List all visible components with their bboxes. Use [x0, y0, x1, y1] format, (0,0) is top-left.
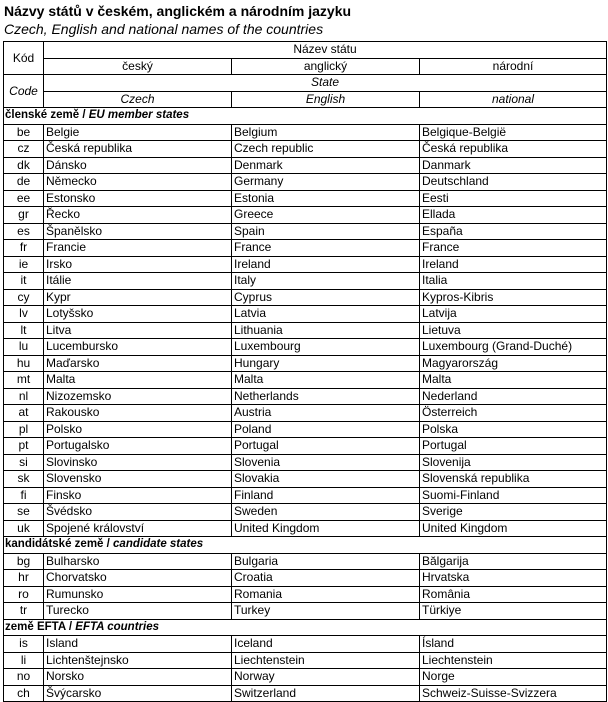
- table-row: [4, 685, 607, 702]
- name-czech: Německo: [44, 174, 232, 191]
- country-code: gr: [4, 207, 44, 224]
- table-row: [4, 504, 607, 521]
- name-national: Österreich: [420, 405, 607, 422]
- header-row-en-langs: [4, 91, 607, 108]
- name-czech: Maďarsko: [44, 355, 232, 372]
- country-code: be: [4, 124, 44, 141]
- country-code: dk: [4, 157, 44, 174]
- name-national: Slovenija: [420, 454, 607, 471]
- name-english: Liechtenstein: [232, 652, 420, 669]
- country-code: lt: [4, 322, 44, 339]
- country-code: bg: [4, 553, 44, 570]
- country-code: pl: [4, 421, 44, 438]
- name-english: Turkey: [232, 603, 420, 620]
- name-czech: Rakousko: [44, 405, 232, 422]
- name-english: United Kingdom: [232, 520, 420, 537]
- table-row: [4, 454, 607, 471]
- name-english: Czech republic: [232, 141, 420, 158]
- name-english: Bulgaria: [232, 553, 420, 570]
- header-english: English: [232, 91, 420, 108]
- table-row: [4, 289, 607, 306]
- country-code: ie: [4, 256, 44, 273]
- name-english: France: [232, 240, 420, 257]
- name-czech: Itálie: [44, 273, 232, 290]
- name-national: Liechtenstein: [420, 652, 607, 669]
- name-czech: Polsko: [44, 421, 232, 438]
- country-code: lu: [4, 339, 44, 356]
- name-czech: Island: [44, 636, 232, 653]
- table-row: [4, 207, 607, 224]
- country-code: se: [4, 504, 44, 521]
- table-row: [4, 355, 607, 372]
- name-national: France: [420, 240, 607, 257]
- header-anglicky: anglický: [232, 58, 420, 75]
- name-english: Germany: [232, 174, 420, 191]
- name-national: Ellada: [420, 207, 607, 224]
- table-row: [4, 388, 607, 405]
- table-row: [4, 190, 607, 207]
- section-header-row: [4, 108, 607, 125]
- name-national: Deutschland: [420, 174, 607, 191]
- section-label-english: EU member states: [88, 109, 190, 122]
- name-czech: Francie: [44, 240, 232, 257]
- name-national: Slovenská republika: [420, 471, 607, 488]
- name-czech: Rumunsko: [44, 586, 232, 603]
- name-english: Denmark: [232, 157, 420, 174]
- country-code: pt: [4, 438, 44, 455]
- table-row: [4, 438, 607, 455]
- name-national: Lietuva: [420, 322, 607, 339]
- section-label: [4, 619, 607, 636]
- header-code: Code: [4, 75, 44, 108]
- table-row: [4, 487, 607, 504]
- name-english: Italy: [232, 273, 420, 290]
- name-czech: Řecko: [44, 207, 232, 224]
- country-code: ro: [4, 586, 44, 603]
- name-national: Magyarország: [420, 355, 607, 372]
- name-czech: Turecko: [44, 603, 232, 620]
- table-row: [4, 636, 607, 653]
- name-english: Croatia: [232, 570, 420, 587]
- name-english: Netherlands: [232, 388, 420, 405]
- country-code: no: [4, 669, 44, 686]
- title-czech: Názvy států v českém, anglickém a národním jazyku: [4, 3, 352, 19]
- name-english: Malta: [232, 372, 420, 389]
- name-national: Belgique-België: [420, 124, 607, 141]
- name-english: Lithuania: [232, 322, 420, 339]
- name-english: Ireland: [232, 256, 420, 273]
- country-code: fi: [4, 487, 44, 504]
- country-code: es: [4, 223, 44, 240]
- name-national: Ireland: [420, 256, 607, 273]
- country-code: cy: [4, 289, 44, 306]
- name-national: Latvija: [420, 306, 607, 323]
- table-row: [4, 586, 607, 603]
- table-row: [4, 124, 607, 141]
- name-english: Romania: [232, 586, 420, 603]
- name-english: Portugal: [232, 438, 420, 455]
- table-row: [4, 603, 607, 620]
- name-czech: Norsko: [44, 669, 232, 686]
- name-english: Cyprus: [232, 289, 420, 306]
- header-national: national: [420, 91, 607, 108]
- header-czech: Czech: [44, 91, 232, 108]
- name-czech: Slovinsko: [44, 454, 232, 471]
- country-code: hr: [4, 570, 44, 587]
- name-national: Sverige: [420, 504, 607, 521]
- name-czech: Nizozemsko: [44, 388, 232, 405]
- name-czech: Malta: [44, 372, 232, 389]
- name-czech: Kypr: [44, 289, 232, 306]
- header-cesky: český: [44, 58, 232, 75]
- name-czech: Spojené království: [44, 520, 232, 537]
- table-row: [4, 273, 607, 290]
- header-row-cz-top: [4, 42, 607, 59]
- name-english: Latvia: [232, 306, 420, 323]
- header-state: State: [44, 75, 607, 92]
- name-czech: Slovensko: [44, 471, 232, 488]
- country-code: cz: [4, 141, 44, 158]
- header-nazev-statu: Název státu: [44, 42, 607, 59]
- country-code: is: [4, 636, 44, 653]
- table-row: [4, 372, 607, 389]
- name-czech: Španělsko: [44, 223, 232, 240]
- section-label-czech: země EFTA /: [5, 620, 76, 633]
- name-english: Slovakia: [232, 471, 420, 488]
- name-national: Danmark: [420, 157, 607, 174]
- name-national: España: [420, 223, 607, 240]
- country-code: hu: [4, 355, 44, 372]
- country-code: fr: [4, 240, 44, 257]
- section-label-czech: členské země /: [5, 109, 89, 122]
- name-czech: Švédsko: [44, 504, 232, 521]
- country-code: sk: [4, 471, 44, 488]
- name-national: Kypros-Kibris: [420, 289, 607, 306]
- name-english: Austria: [232, 405, 420, 422]
- name-czech: Belgie: [44, 124, 232, 141]
- country-code: tr: [4, 603, 44, 620]
- name-czech: Litva: [44, 322, 232, 339]
- table-row: [4, 339, 607, 356]
- name-czech: Lotyšsko: [44, 306, 232, 323]
- country-names-table: [3, 41, 607, 702]
- table-row: [4, 306, 607, 323]
- section-label: [4, 537, 607, 554]
- name-national: Türkiye: [420, 603, 607, 620]
- name-national: Portugal: [420, 438, 607, 455]
- name-czech: Švýcarsko: [44, 685, 232, 702]
- name-english: Sweden: [232, 504, 420, 521]
- table-row: [4, 652, 607, 669]
- name-english: Norway: [232, 669, 420, 686]
- name-english: Finland: [232, 487, 420, 504]
- header-narodni: národní: [420, 58, 607, 75]
- name-national: Bălgarija: [420, 553, 607, 570]
- table-row: [4, 141, 607, 158]
- country-code: at: [4, 405, 44, 422]
- header-row-en-top: [4, 75, 607, 92]
- name-czech: Finsko: [44, 487, 232, 504]
- name-english: Spain: [232, 223, 420, 240]
- table-row: [4, 553, 607, 570]
- name-national: Polska: [420, 421, 607, 438]
- title-english: Czech, English and national names of the countries: [4, 21, 324, 37]
- name-czech: Estonsko: [44, 190, 232, 207]
- table-row: [4, 240, 607, 257]
- name-english: Hungary: [232, 355, 420, 372]
- name-national: România: [420, 586, 607, 603]
- table-row: [4, 570, 607, 587]
- name-czech: Chorvatsko: [44, 570, 232, 587]
- table-row: [4, 174, 607, 191]
- table-row: [4, 322, 607, 339]
- name-english: Belgium: [232, 124, 420, 141]
- name-czech: Dánsko: [44, 157, 232, 174]
- section-label: [4, 108, 607, 125]
- table-row: [4, 405, 607, 422]
- name-national: Nederland: [420, 388, 607, 405]
- country-code: uk: [4, 520, 44, 537]
- section-label-english: candidate states: [113, 538, 204, 551]
- name-czech: Lichtenštejnsko: [44, 652, 232, 669]
- section-header-row: [4, 537, 607, 554]
- name-english: Estonia: [232, 190, 420, 207]
- name-national: United Kingdom: [420, 520, 607, 537]
- header-row-cz-langs: [4, 58, 607, 75]
- country-code: si: [4, 454, 44, 471]
- name-national: Luxembourg (Grand-Duché): [420, 339, 607, 356]
- name-english: Greece: [232, 207, 420, 224]
- name-czech: Irsko: [44, 256, 232, 273]
- name-national: Malta: [420, 372, 607, 389]
- table-row: [4, 669, 607, 686]
- name-english: Luxembourg: [232, 339, 420, 356]
- name-czech: Portugalsko: [44, 438, 232, 455]
- name-national: Italia: [420, 273, 607, 290]
- country-code: ch: [4, 685, 44, 702]
- country-code: ee: [4, 190, 44, 207]
- name-national: Eesti: [420, 190, 607, 207]
- section-header-row: [4, 619, 607, 636]
- country-code: li: [4, 652, 44, 669]
- name-national: Suomi-Finland: [420, 487, 607, 504]
- name-national: Schweiz-Suisse-Svizzera: [420, 685, 607, 702]
- table-row: [4, 471, 607, 488]
- country-code: de: [4, 174, 44, 191]
- name-czech: Česká republika: [44, 141, 232, 158]
- name-czech: Bulharsko: [44, 553, 232, 570]
- section-label-czech: kandidátské země /: [5, 538, 114, 551]
- name-english: Slovenia: [232, 454, 420, 471]
- name-national: Česká republika: [420, 141, 607, 158]
- name-national: Hrvatska: [420, 570, 607, 587]
- name-english: Poland: [232, 421, 420, 438]
- country-code: mt: [4, 372, 44, 389]
- table-row: [4, 520, 607, 537]
- header-kod: Kód: [4, 42, 44, 75]
- name-english: Switzerland: [232, 685, 420, 702]
- table-row: [4, 157, 607, 174]
- name-national: Norge: [420, 669, 607, 686]
- country-code: nl: [4, 388, 44, 405]
- table-row: [4, 256, 607, 273]
- table-row: [4, 421, 607, 438]
- country-code: lv: [4, 306, 44, 323]
- name-english: Iceland: [232, 636, 420, 653]
- name-national: Ísland: [420, 636, 607, 653]
- table-row: [4, 223, 607, 240]
- country-code: it: [4, 273, 44, 290]
- name-czech: Lucembursko: [44, 339, 232, 356]
- section-label-english: EFTA countries: [75, 620, 159, 633]
